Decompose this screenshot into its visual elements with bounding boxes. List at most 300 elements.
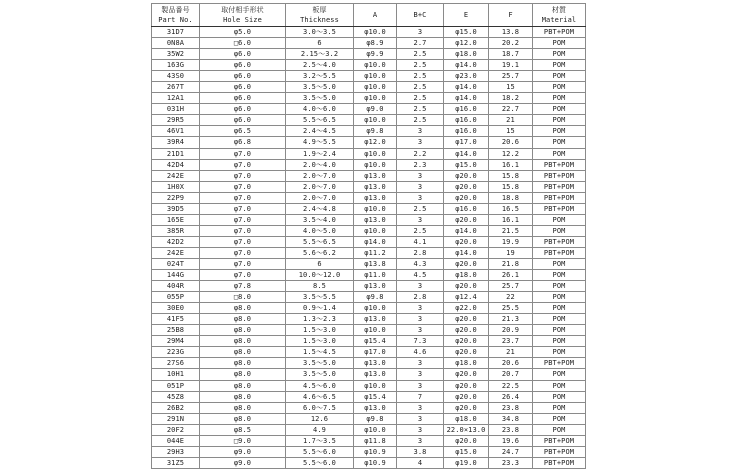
spec-table bbox=[151, 3, 586, 469]
cell-material: PBT+POM bbox=[533, 159, 586, 170]
cell-f: 20.6 bbox=[489, 358, 533, 369]
cell-thickness: 3.5～5.0 bbox=[286, 93, 354, 104]
cell-material: POM bbox=[533, 115, 586, 126]
table-row bbox=[152, 49, 586, 60]
table-row bbox=[152, 137, 586, 148]
cell-hole-size: φ6.0 bbox=[200, 49, 286, 60]
cell-part-no: 25B8 bbox=[152, 325, 200, 336]
cell-material: POM bbox=[533, 391, 586, 402]
cell-e: φ20.0 bbox=[444, 192, 489, 203]
cell-f: 15 bbox=[489, 82, 533, 93]
cell-e: φ14.0 bbox=[444, 247, 489, 258]
cell-hole-size: φ8.0 bbox=[200, 369, 286, 380]
cell-b-c: 2.5 bbox=[397, 225, 444, 236]
cell-thickness: 1.5～3.0 bbox=[286, 325, 354, 336]
cell-a: φ10.0 bbox=[354, 203, 397, 214]
cell-part-no: 1H0X bbox=[152, 181, 200, 192]
cell-hole-size: φ6.8 bbox=[200, 137, 286, 148]
cell-b-c: 2.5 bbox=[397, 71, 444, 82]
cell-thickness: 3.2～5.5 bbox=[286, 71, 354, 82]
cell-thickness: 5.5～6.0 bbox=[286, 446, 354, 457]
cell-thickness: 2.4～4.8 bbox=[286, 203, 354, 214]
table-row bbox=[152, 225, 586, 236]
table-row bbox=[152, 380, 586, 391]
cell-hole-size: □9.0 bbox=[200, 435, 286, 446]
cell-b-c: 3 bbox=[397, 424, 444, 435]
cell-thickness: 3.5～4.0 bbox=[286, 214, 354, 225]
cell-material: POM bbox=[533, 49, 586, 60]
cell-f: 25.7 bbox=[489, 71, 533, 82]
table-row bbox=[152, 104, 586, 115]
table-row bbox=[152, 446, 586, 457]
cell-f: 16.5 bbox=[489, 203, 533, 214]
header-material-jp: 材質 bbox=[551, 6, 567, 14]
cell-material: PBT+POM bbox=[533, 27, 586, 38]
cell-e: φ16.0 bbox=[444, 126, 489, 137]
table-row bbox=[152, 236, 586, 247]
cell-material: POM bbox=[533, 126, 586, 137]
cell-b-c: 3 bbox=[397, 402, 444, 413]
cell-thickness: 2.0～7.0 bbox=[286, 181, 354, 192]
header-hole-size bbox=[200, 4, 286, 27]
table-row bbox=[152, 170, 586, 181]
cell-thickness: 3.5～5.0 bbox=[286, 369, 354, 380]
table-row bbox=[152, 325, 586, 336]
cell-e: φ12.0 bbox=[444, 38, 489, 49]
cell-thickness: 1.3～2.3 bbox=[286, 314, 354, 325]
cell-material: POM bbox=[533, 402, 586, 413]
cell-f: 19.6 bbox=[489, 435, 533, 446]
cell-thickness: 3.0～3.5 bbox=[286, 27, 354, 38]
cell-f: 20.2 bbox=[489, 38, 533, 49]
cell-e: φ20.0 bbox=[444, 336, 489, 347]
cell-material: POM bbox=[533, 325, 586, 336]
cell-f: 24.7 bbox=[489, 446, 533, 457]
cell-b-c: 3 bbox=[397, 281, 444, 292]
cell-a: φ13.0 bbox=[354, 214, 397, 225]
cell-thickness: 4.9 bbox=[286, 424, 354, 435]
cell-b-c: 3 bbox=[397, 303, 444, 314]
cell-b-c: 2.5 bbox=[397, 203, 444, 214]
cell-hole-size: φ8.0 bbox=[200, 402, 286, 413]
cell-part-no: 044E bbox=[152, 435, 200, 446]
cell-e: φ17.0 bbox=[444, 137, 489, 148]
table-header-row bbox=[152, 4, 586, 27]
cell-thickness: 10.0～12.0 bbox=[286, 270, 354, 281]
cell-b-c: 4.1 bbox=[397, 236, 444, 247]
cell-e: φ19.0 bbox=[444, 457, 489, 468]
cell-material: PBT+POM bbox=[533, 435, 586, 446]
cell-e: φ14.0 bbox=[444, 93, 489, 104]
cell-material: POM bbox=[533, 380, 586, 391]
header-part-no bbox=[152, 4, 200, 27]
table-row bbox=[152, 247, 586, 258]
cell-a: φ10.0 bbox=[354, 380, 397, 391]
cell-part-no: 385R bbox=[152, 225, 200, 236]
cell-a: φ10.0 bbox=[354, 159, 397, 170]
cell-hole-size: φ8.0 bbox=[200, 336, 286, 347]
cell-f: 16.1 bbox=[489, 214, 533, 225]
cell-part-no: 35W2 bbox=[152, 49, 200, 60]
cell-e: φ15.0 bbox=[444, 446, 489, 457]
cell-material: POM bbox=[533, 93, 586, 104]
cell-f: 21.3 bbox=[489, 314, 533, 325]
cell-material: POM bbox=[533, 148, 586, 159]
cell-thickness: 8.5 bbox=[286, 281, 354, 292]
table-row bbox=[152, 303, 586, 314]
cell-e: φ18.0 bbox=[444, 413, 489, 424]
cell-hole-size: φ7.0 bbox=[200, 148, 286, 159]
cell-hole-size: φ8.0 bbox=[200, 413, 286, 424]
cell-e: φ18.0 bbox=[444, 358, 489, 369]
cell-f: 20.7 bbox=[489, 369, 533, 380]
cell-thickness: 5.5～6.0 bbox=[286, 457, 354, 468]
cell-hole-size: φ6.0 bbox=[200, 104, 286, 115]
cell-b-c: 2.5 bbox=[397, 93, 444, 104]
cell-f: 22.5 bbox=[489, 380, 533, 391]
cell-part-no: 31Z5 bbox=[152, 457, 200, 468]
cell-f: 13.8 bbox=[489, 27, 533, 38]
cell-f: 12.2 bbox=[489, 148, 533, 159]
cell-a: φ15.4 bbox=[354, 391, 397, 402]
header-a-label: A bbox=[372, 11, 378, 19]
table-row bbox=[152, 82, 586, 93]
cell-e: φ20.0 bbox=[444, 181, 489, 192]
cell-e: φ12.4 bbox=[444, 292, 489, 303]
cell-a: φ17.0 bbox=[354, 347, 397, 358]
cell-b-c: 3 bbox=[397, 214, 444, 225]
cell-e: φ20.0 bbox=[444, 347, 489, 358]
cell-thickness: 4.6～6.5 bbox=[286, 391, 354, 402]
cell-thickness: 2.5～4.0 bbox=[286, 60, 354, 71]
cell-a: φ9.8 bbox=[354, 126, 397, 137]
cell-thickness: 2.0～7.0 bbox=[286, 170, 354, 181]
cell-part-no: 404R bbox=[152, 281, 200, 292]
cell-hole-size: □6.0 bbox=[200, 38, 286, 49]
table-row bbox=[152, 258, 586, 269]
cell-part-no: 242E bbox=[152, 247, 200, 258]
table-row bbox=[152, 159, 586, 170]
cell-part-no: 29R5 bbox=[152, 115, 200, 126]
cell-thickness: 12.6 bbox=[286, 413, 354, 424]
cell-b-c: 3 bbox=[397, 126, 444, 137]
cell-b-c: 2.7 bbox=[397, 38, 444, 49]
cell-f: 23.8 bbox=[489, 424, 533, 435]
cell-hole-size: φ9.0 bbox=[200, 446, 286, 457]
header-hole-size-jp: 取付相手形状 bbox=[221, 6, 264, 14]
cell-thickness: 2.4～4.5 bbox=[286, 126, 354, 137]
cell-a: φ10.0 bbox=[354, 325, 397, 336]
cell-b-c: 2.5 bbox=[397, 115, 444, 126]
cell-f: 21 bbox=[489, 347, 533, 358]
cell-a: φ13.0 bbox=[354, 192, 397, 203]
cell-f: 23.7 bbox=[489, 336, 533, 347]
cell-f: 25.7 bbox=[489, 281, 533, 292]
cell-part-no: 0N8A bbox=[152, 38, 200, 49]
cell-a: φ9.8 bbox=[354, 292, 397, 303]
cell-a: φ10.9 bbox=[354, 446, 397, 457]
table-row bbox=[152, 457, 586, 468]
cell-part-no: 165E bbox=[152, 214, 200, 225]
table-row bbox=[152, 270, 586, 281]
cell-a: φ13.0 bbox=[354, 181, 397, 192]
cell-b-c: 2.5 bbox=[397, 49, 444, 60]
cell-hole-size: φ8.0 bbox=[200, 358, 286, 369]
cell-f: 15.8 bbox=[489, 181, 533, 192]
cell-a: φ13.0 bbox=[354, 314, 397, 325]
cell-e: φ20.0 bbox=[444, 369, 489, 380]
cell-material: POM bbox=[533, 413, 586, 424]
cell-part-no: 42D4 bbox=[152, 159, 200, 170]
table-row bbox=[152, 27, 586, 38]
table-row bbox=[152, 314, 586, 325]
table-row bbox=[152, 402, 586, 413]
cell-a: φ10.0 bbox=[354, 115, 397, 126]
cell-part-no: 031H bbox=[152, 104, 200, 115]
cell-thickness: 4.0～6.0 bbox=[286, 104, 354, 115]
cell-hole-size: φ7.0 bbox=[200, 225, 286, 236]
cell-b-c: 3 bbox=[397, 170, 444, 181]
table-row bbox=[152, 71, 586, 82]
cell-part-no: 42D2 bbox=[152, 236, 200, 247]
cell-f: 18.8 bbox=[489, 192, 533, 203]
cell-f: 15.8 bbox=[489, 170, 533, 181]
cell-e: φ22.0 bbox=[444, 303, 489, 314]
cell-material: POM bbox=[533, 214, 586, 225]
cell-f: 20.9 bbox=[489, 325, 533, 336]
cell-hole-size: φ6.0 bbox=[200, 93, 286, 104]
cell-b-c: 7 bbox=[397, 391, 444, 402]
cell-material: POM bbox=[533, 60, 586, 71]
cell-part-no: 024T bbox=[152, 258, 200, 269]
cell-e: φ14.0 bbox=[444, 148, 489, 159]
cell-part-no: 46V1 bbox=[152, 126, 200, 137]
cell-hole-size: φ6.0 bbox=[200, 115, 286, 126]
cell-f: 21.8 bbox=[489, 258, 533, 269]
cell-f: 18.2 bbox=[489, 93, 533, 104]
table-row bbox=[152, 60, 586, 71]
cell-f: 19.1 bbox=[489, 60, 533, 71]
cell-part-no: 31D7 bbox=[152, 27, 200, 38]
cell-thickness: 1.5～3.0 bbox=[286, 336, 354, 347]
cell-thickness: 6 bbox=[286, 38, 354, 49]
header-material-en: Material bbox=[541, 16, 577, 24]
cell-f: 23.8 bbox=[489, 402, 533, 413]
cell-thickness: 2.0～7.0 bbox=[286, 192, 354, 203]
spec-table-container bbox=[151, 3, 577, 469]
cell-thickness: 5.6～6.2 bbox=[286, 247, 354, 258]
cell-e: φ16.0 bbox=[444, 104, 489, 115]
cell-hole-size: φ8.0 bbox=[200, 380, 286, 391]
cell-material: PBT+POM bbox=[533, 236, 586, 247]
cell-a: φ10.0 bbox=[354, 27, 397, 38]
cell-material: POM bbox=[533, 347, 586, 358]
table-row bbox=[152, 358, 586, 369]
cell-f: 18.7 bbox=[489, 49, 533, 60]
cell-material: POM bbox=[533, 104, 586, 115]
cell-material: PBT+POM bbox=[533, 358, 586, 369]
cell-a: φ10.0 bbox=[354, 303, 397, 314]
cell-thickness: 4.0～5.0 bbox=[286, 225, 354, 236]
cell-material: POM bbox=[533, 258, 586, 269]
table-row bbox=[152, 214, 586, 225]
table-row bbox=[152, 292, 586, 303]
cell-b-c: 2.3 bbox=[397, 159, 444, 170]
cell-thickness: 1.7～3.5 bbox=[286, 435, 354, 446]
cell-f: 26.1 bbox=[489, 270, 533, 281]
cell-f: 19.9 bbox=[489, 236, 533, 247]
cell-thickness: 5.5～6.5 bbox=[286, 236, 354, 247]
cell-material: PBT+POM bbox=[533, 247, 586, 258]
cell-hole-size: φ7.0 bbox=[200, 258, 286, 269]
table-row bbox=[152, 281, 586, 292]
cell-hole-size: φ6.0 bbox=[200, 71, 286, 82]
cell-f: 16.1 bbox=[489, 159, 533, 170]
cell-e: φ20.0 bbox=[444, 170, 489, 181]
cell-part-no: 43S0 bbox=[152, 71, 200, 82]
cell-b-c: 3 bbox=[397, 137, 444, 148]
cell-part-no: 27S6 bbox=[152, 358, 200, 369]
cell-thickness: 5.5～6.5 bbox=[286, 115, 354, 126]
cell-b-c: 4 bbox=[397, 457, 444, 468]
cell-part-no: 20F2 bbox=[152, 424, 200, 435]
cell-part-no: 291N bbox=[152, 413, 200, 424]
cell-b-c: 2.5 bbox=[397, 60, 444, 71]
cell-b-c: 3 bbox=[397, 380, 444, 391]
cell-a: φ9.8 bbox=[354, 413, 397, 424]
cell-a: φ10.9 bbox=[354, 457, 397, 468]
cell-e: φ20.0 bbox=[444, 258, 489, 269]
cell-b-c: 3 bbox=[397, 27, 444, 38]
cell-a: φ11.0 bbox=[354, 270, 397, 281]
cell-b-c: 3 bbox=[397, 435, 444, 446]
cell-a: φ9.0 bbox=[354, 104, 397, 115]
cell-material: POM bbox=[533, 303, 586, 314]
cell-a: φ10.0 bbox=[354, 82, 397, 93]
cell-thickness: 6.0～7.5 bbox=[286, 402, 354, 413]
cell-e: φ18.0 bbox=[444, 49, 489, 60]
header-material bbox=[533, 4, 586, 27]
cell-material: POM bbox=[533, 225, 586, 236]
cell-e: φ15.0 bbox=[444, 159, 489, 170]
cell-hole-size: φ7.0 bbox=[200, 270, 286, 281]
cell-b-c: 2.5 bbox=[397, 104, 444, 115]
cell-part-no: 39D5 bbox=[152, 203, 200, 214]
cell-b-c: 2.5 bbox=[397, 82, 444, 93]
cell-b-c: 2.8 bbox=[397, 247, 444, 258]
cell-a: φ13.0 bbox=[354, 369, 397, 380]
cell-b-c: 4.5 bbox=[397, 270, 444, 281]
cell-f: 15 bbox=[489, 126, 533, 137]
cell-hole-size: φ7.0 bbox=[200, 247, 286, 258]
cell-part-no: 267T bbox=[152, 82, 200, 93]
cell-a: φ14.0 bbox=[354, 236, 397, 247]
cell-hole-size: φ7.0 bbox=[200, 159, 286, 170]
cell-material: POM bbox=[533, 82, 586, 93]
cell-a: φ10.0 bbox=[354, 60, 397, 71]
cell-e: φ16.0 bbox=[444, 203, 489, 214]
cell-a: φ13.0 bbox=[354, 281, 397, 292]
header-thickness-en: Thickness bbox=[300, 16, 339, 24]
cell-e: φ16.0 bbox=[444, 115, 489, 126]
cell-e: φ20.0 bbox=[444, 380, 489, 391]
cell-hole-size: φ7.0 bbox=[200, 192, 286, 203]
cell-part-no: 26B2 bbox=[152, 402, 200, 413]
cell-part-no: 242E bbox=[152, 170, 200, 181]
cell-hole-size: φ7.0 bbox=[200, 214, 286, 225]
cell-b-c: 3 bbox=[397, 369, 444, 380]
cell-hole-size: φ8.0 bbox=[200, 325, 286, 336]
cell-e: 22.0×13.0 bbox=[444, 424, 489, 435]
table-row bbox=[152, 336, 586, 347]
cell-part-no: 45Z8 bbox=[152, 391, 200, 402]
cell-material: PBT+POM bbox=[533, 181, 586, 192]
cell-part-no: 055P bbox=[152, 292, 200, 303]
cell-e: φ14.0 bbox=[444, 82, 489, 93]
cell-part-no: 223G bbox=[152, 347, 200, 358]
cell-b-c: 3 bbox=[397, 192, 444, 203]
cell-part-no: 21D1 bbox=[152, 148, 200, 159]
header-part-no-jp: 製品番号 bbox=[161, 6, 190, 14]
cell-e: φ20.0 bbox=[444, 214, 489, 225]
header-thickness bbox=[286, 4, 354, 27]
table-row bbox=[152, 126, 586, 137]
cell-part-no: 12A1 bbox=[152, 93, 200, 104]
cell-part-no: 144G bbox=[152, 270, 200, 281]
cell-hole-size: φ7.8 bbox=[200, 281, 286, 292]
cell-a: φ13.0 bbox=[354, 170, 397, 181]
cell-hole-size: φ5.0 bbox=[200, 27, 286, 38]
cell-f: 19 bbox=[489, 247, 533, 258]
cell-a: φ13.8 bbox=[354, 258, 397, 269]
cell-f: 34.8 bbox=[489, 413, 533, 424]
cell-material: POM bbox=[533, 281, 586, 292]
cell-material: POM bbox=[533, 369, 586, 380]
cell-f: 22.7 bbox=[489, 104, 533, 115]
cell-material: POM bbox=[533, 424, 586, 435]
cell-material: POM bbox=[533, 71, 586, 82]
header-f bbox=[489, 4, 533, 27]
cell-hole-size: φ7.0 bbox=[200, 203, 286, 214]
table-row bbox=[152, 435, 586, 446]
cell-material: POM bbox=[533, 270, 586, 281]
cell-hole-size: φ7.0 bbox=[200, 170, 286, 181]
table-row bbox=[152, 413, 586, 424]
cell-b-c: 3 bbox=[397, 314, 444, 325]
cell-part-no: 30E0 bbox=[152, 303, 200, 314]
cell-b-c: 4.6 bbox=[397, 347, 444, 358]
cell-a: φ8.9 bbox=[354, 38, 397, 49]
cell-e: φ20.0 bbox=[444, 435, 489, 446]
cell-material: PBT+POM bbox=[533, 457, 586, 468]
table-row bbox=[152, 115, 586, 126]
cell-part-no: 39R4 bbox=[152, 137, 200, 148]
cell-hole-size: φ7.0 bbox=[200, 181, 286, 192]
cell-a: φ10.0 bbox=[354, 93, 397, 104]
cell-e: φ14.0 bbox=[444, 60, 489, 71]
cell-a: φ9.9 bbox=[354, 49, 397, 60]
cell-hole-size: φ6.0 bbox=[200, 60, 286, 71]
cell-hole-size: φ9.0 bbox=[200, 457, 286, 468]
header-part-no-en: Part No. bbox=[158, 16, 193, 24]
cell-material: POM bbox=[533, 292, 586, 303]
cell-e: φ20.0 bbox=[444, 325, 489, 336]
cell-b-c: 3 bbox=[397, 325, 444, 336]
cell-hole-size: φ8.0 bbox=[200, 314, 286, 325]
cell-material: POM bbox=[533, 38, 586, 49]
table-row bbox=[152, 347, 586, 358]
cell-b-c: 3 bbox=[397, 181, 444, 192]
